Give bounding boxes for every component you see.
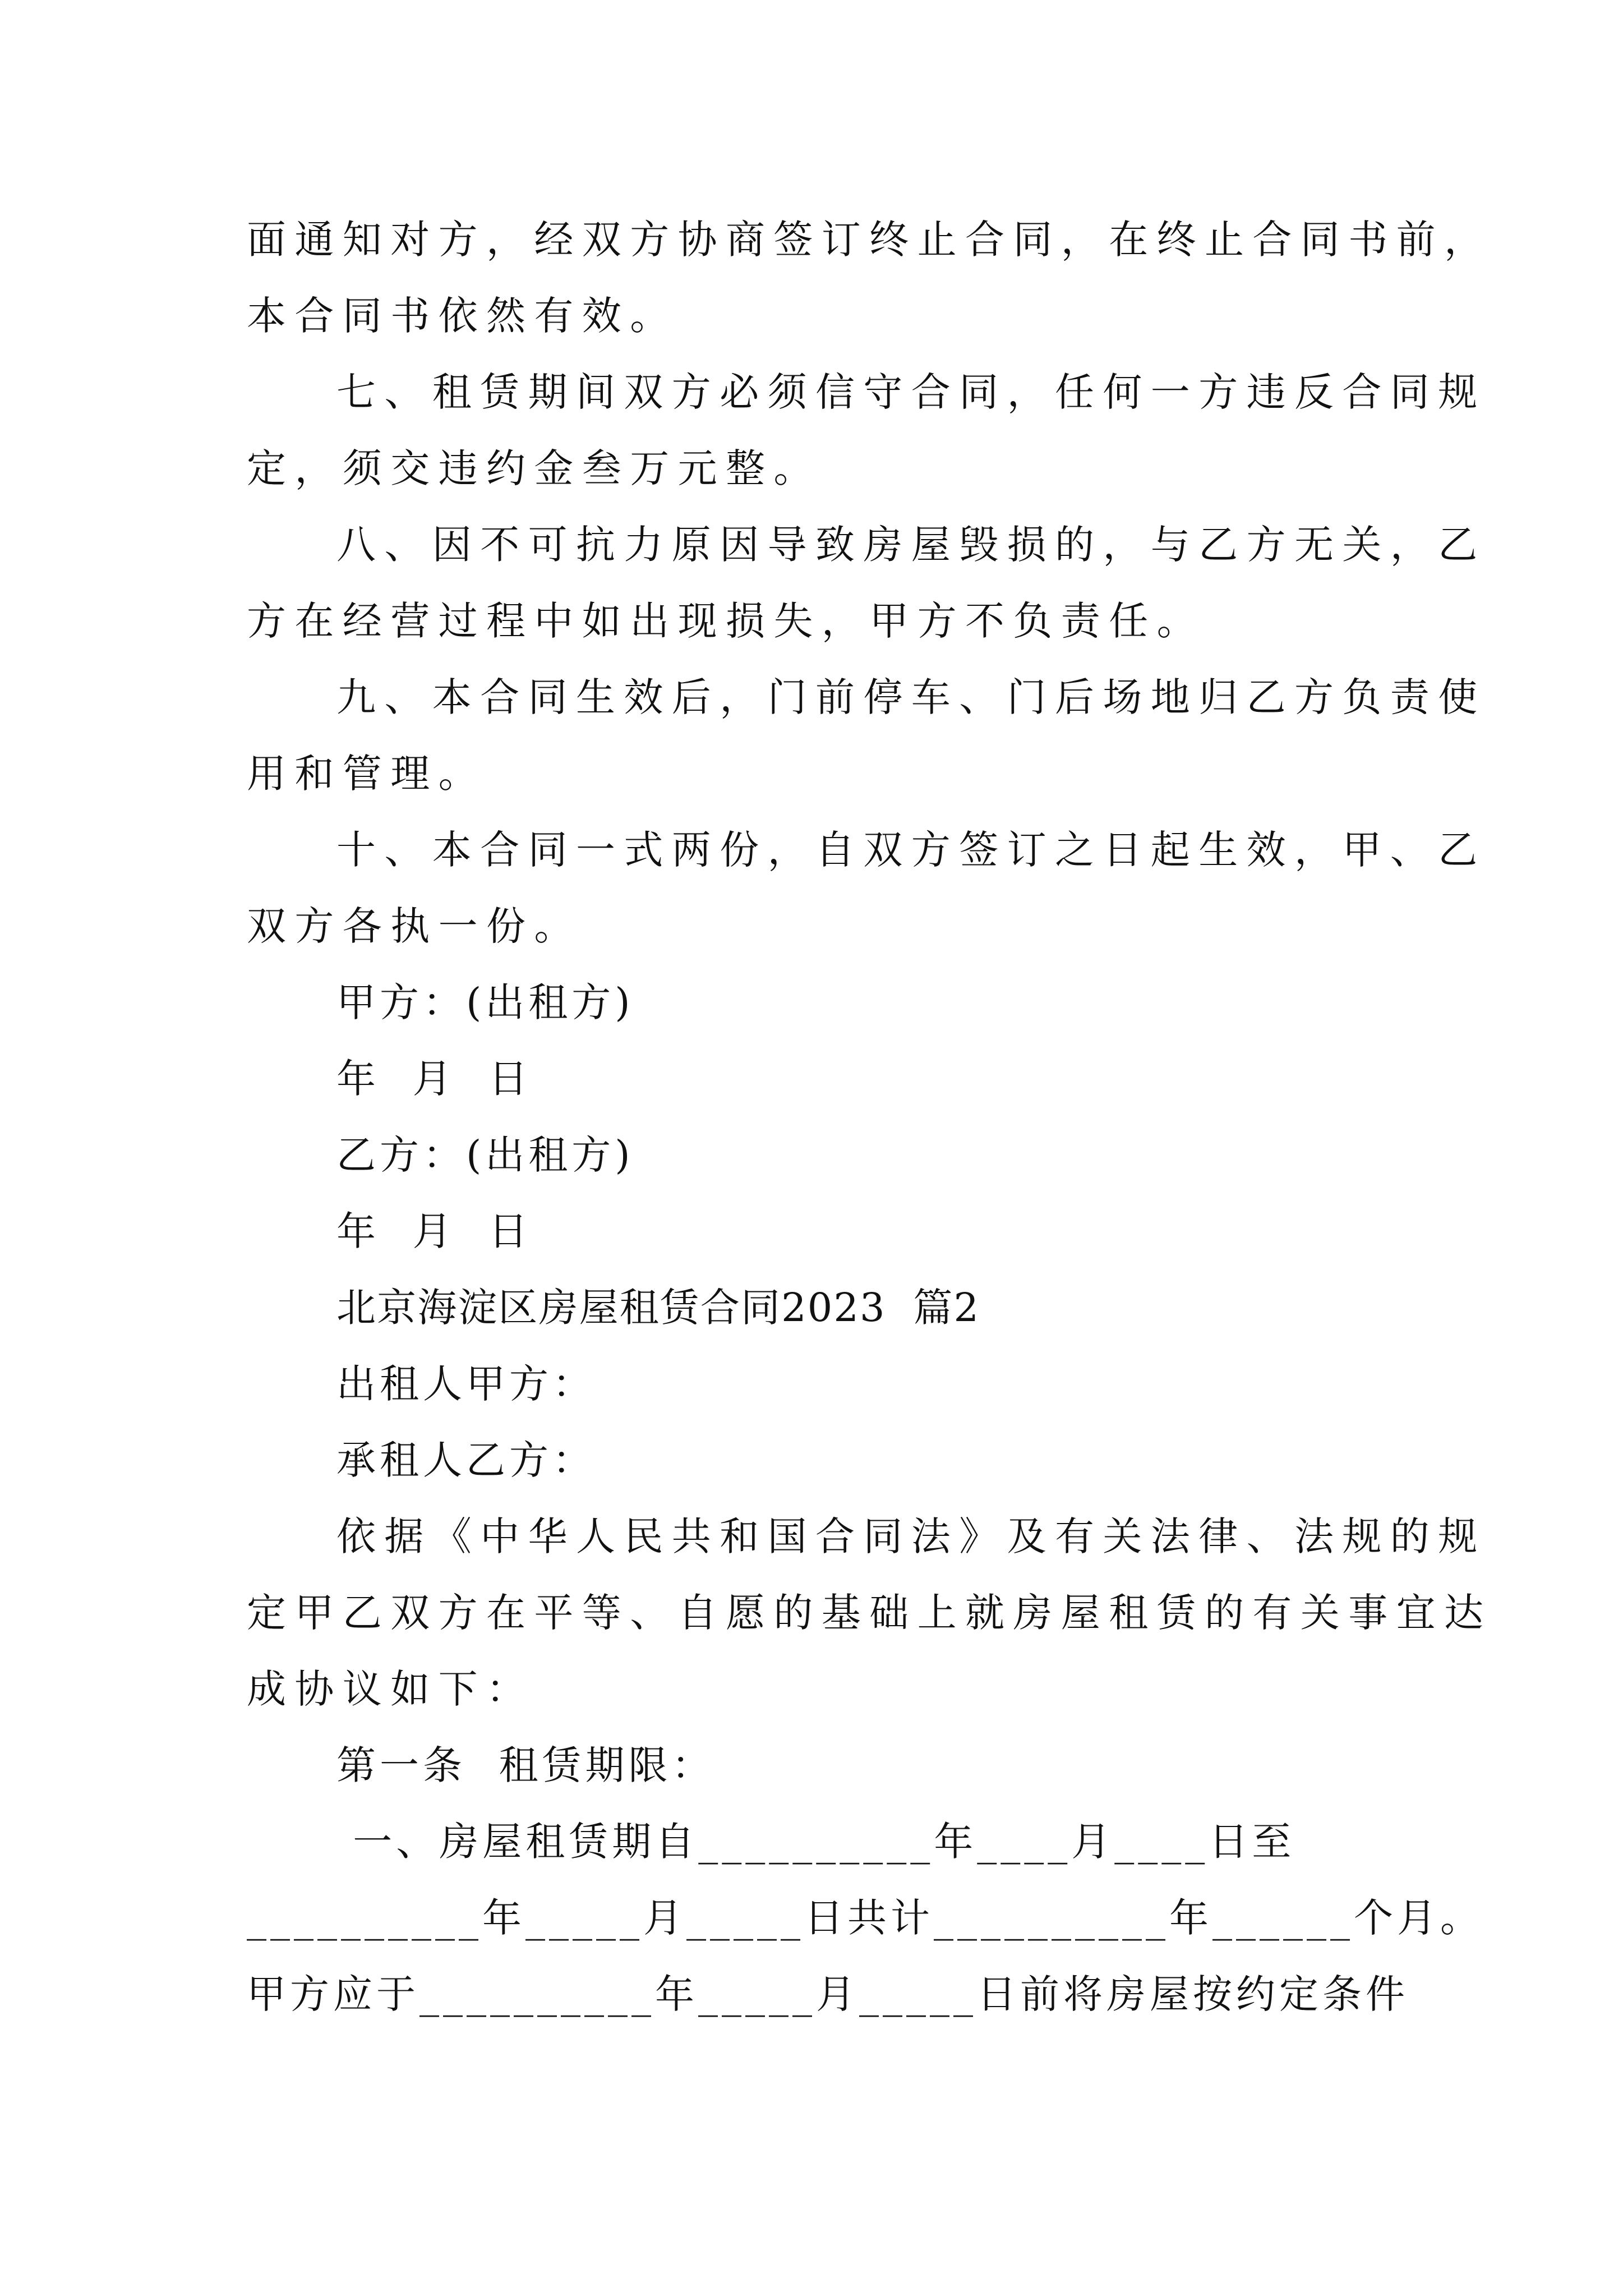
date-line: 年 月 日 — [336, 1208, 532, 1254]
text-line: 用和管理。 — [247, 751, 486, 797]
party-b-signature: 乙方：(出租方) — [336, 1132, 634, 1178]
text-line: 双方各执一份。 — [247, 903, 582, 949]
lease-term-line: 甲方应于__________年_____月_____日前将房屋按约定条件 — [247, 1971, 1409, 2017]
lessee-line: 承租人乙方： — [336, 1437, 596, 1483]
date-line: 年 月 日 — [336, 1056, 532, 1102]
clause-eight: 八、因不可抗力原因导致房屋毁损的，与乙方无关，乙 — [336, 522, 1486, 568]
text-line: 面通知对方，经双方协商签订终止合同，在终止合同书前， — [247, 217, 1492, 263]
preamble-line: 依据《中华人民共和国合同法》及有关法律、法规的规 — [336, 1513, 1486, 1559]
text-line: 方在经营过程中如出现损失，甲方不负责任。 — [247, 598, 1205, 644]
text-line: 成协议如下： — [247, 1666, 534, 1712]
section-title: 北京海淀区房屋租赁合同2023 篇2 — [336, 1285, 980, 1331]
text-line: 定甲乙双方在平等、自愿的基础上就房屋租赁的有关事宜达 — [247, 1590, 1492, 1636]
lease-term-line: __________年_____月_____日共计__________年______个月。 — [247, 1895, 1483, 1941]
article-one-heading: 第一条 租赁期限： — [336, 1742, 715, 1788]
lessor-line: 出租人甲方： — [336, 1361, 596, 1407]
lease-term-line: 一、房屋租赁期自__________年____月____日至 — [336, 1819, 1295, 1865]
clause-nine: 九、本合同生效后，门前停车、门后场地归乙方负责使 — [336, 674, 1486, 720]
text-line: 本合同书依然有效。 — [247, 293, 678, 339]
clause-seven: 七、租赁期间双方必须信守合同，任何一方违反合同规 — [336, 369, 1486, 415]
text-line: 定，须交违约金叁万元整。 — [247, 445, 822, 491]
clause-ten: 十、本合同一式两份，自双方签订之日起生效，甲、乙 — [336, 827, 1486, 873]
party-a-signature: 甲方：(出租方) — [336, 979, 634, 1025]
